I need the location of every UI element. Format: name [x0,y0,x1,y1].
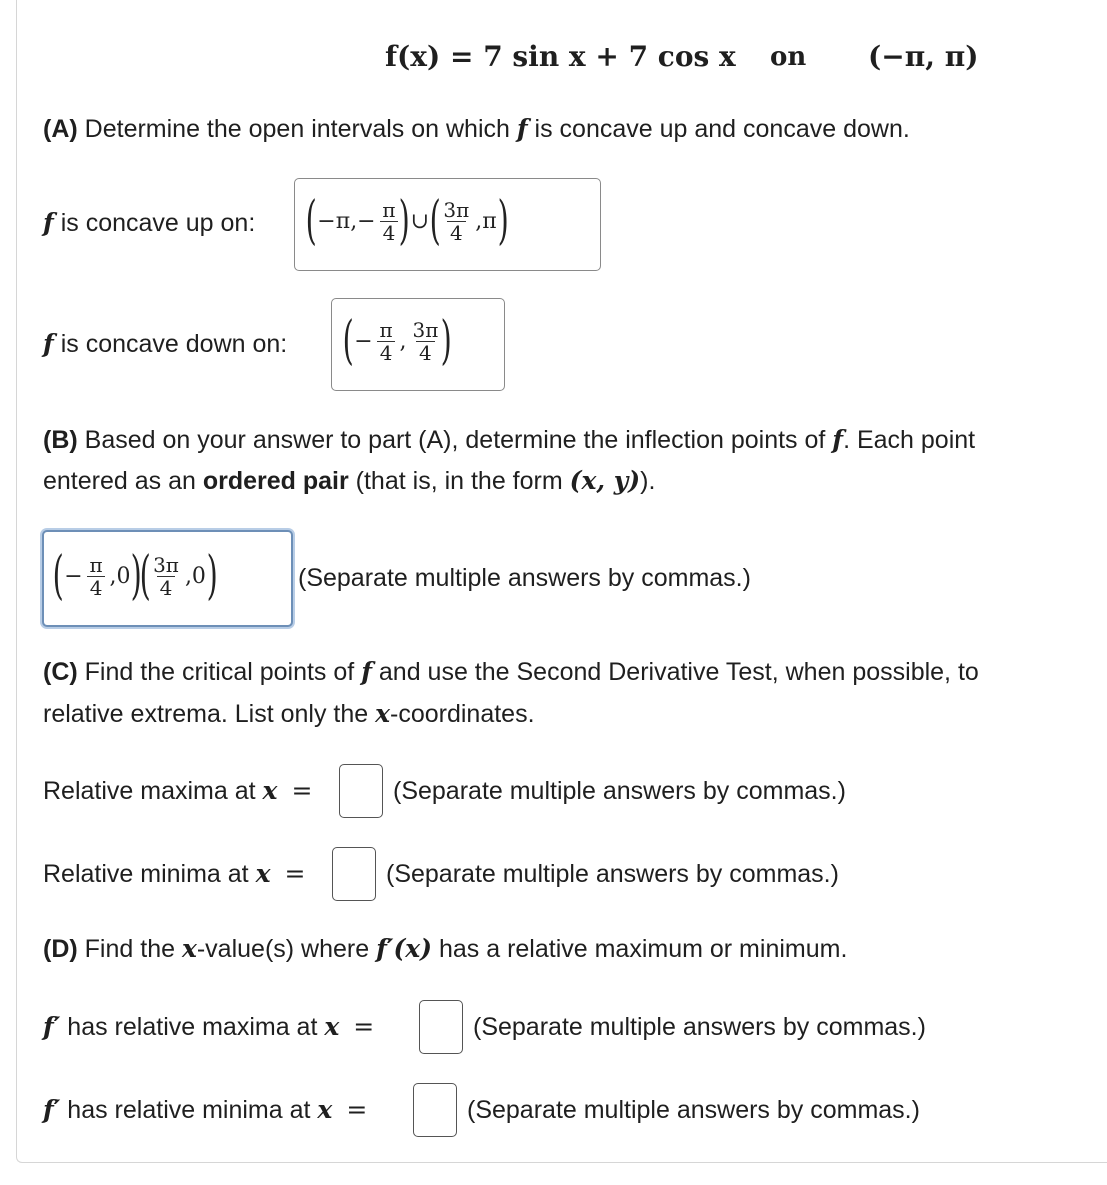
part-b-prompt-line1: (B) Based on your answer to part (A), determine the inflection points of f. Each point [43,425,976,454]
relative-maxima-input[interactable] [339,764,383,818]
part-b-prompt-line2: entered as an ordered pair (that is, in the form (x, y)). [43,466,656,495]
fprime-maxima-hint: (Separate multiple answers by commas.) [473,1013,926,1041]
relative-minima-hint: (Separate multiple answers by commas.) [386,860,839,888]
concave-up-expression: ( −π,− $\frac{\pi}{4}$ ) ∪ ( $\frac{3\pi}{4}$ ,π ) [305,191,509,251]
domain-interval: (−π, π) [868,40,979,73]
inflection-points-answer-field[interactable] [42,530,293,627]
relative-maxima-hint: (Separate multiple answers by commas.) [393,777,846,805]
on-word: on [770,42,807,72]
relative-minima-input[interactable] [332,847,376,901]
concave-down-label: f is concave down on: [43,329,288,358]
fprime-minima-label: f′ has relative minima at x = [43,1095,368,1124]
inflection-hint: (Separate multiple answers by commas.) [298,564,751,592]
inflection-points-expression: ( − $\frac{\pi}{4}$ ,0 ) ( $\frac{3\pi}{4}$ ,0 ) [52,546,218,606]
concave-up-answer-field[interactable] [294,178,601,271]
fprime-minima-hint: (Separate multiple answers by commas.) [467,1096,920,1124]
part-c-prompt-line2: relative extrema. List only the x-coordinates. [43,699,535,728]
concave-down-expression: ( − $\frac{\pi}{4}$ , $\frac{3\pi}{4}$ ) [342,311,453,371]
fprime-maxima-label: f′ has relative maxima at x = [43,1012,375,1041]
part-d-prompt: (D) Find the x-value(s) where f′(x) has a relative maximum or minimum. [43,934,848,963]
relative-maxima-label: Relative maxima at x = [43,776,313,805]
function-definition: f(x) = 7 sin x + 7 cos x [385,40,736,73]
part-a-prompt: (A) Determine the open intervals on which f is concave up and concave down. [43,114,910,143]
concave-up-label: f is concave up on: [43,208,256,237]
fprime-maxima-input[interactable] [419,1000,463,1054]
fprime-minima-input[interactable] [413,1083,457,1137]
part-c-prompt-line1: (C) Find the critical points of f and use the Second Derivative Test, when possible, to [43,657,979,686]
relative-minima-label: Relative minima at x = [43,859,306,888]
concave-down-answer-field[interactable] [331,298,505,391]
